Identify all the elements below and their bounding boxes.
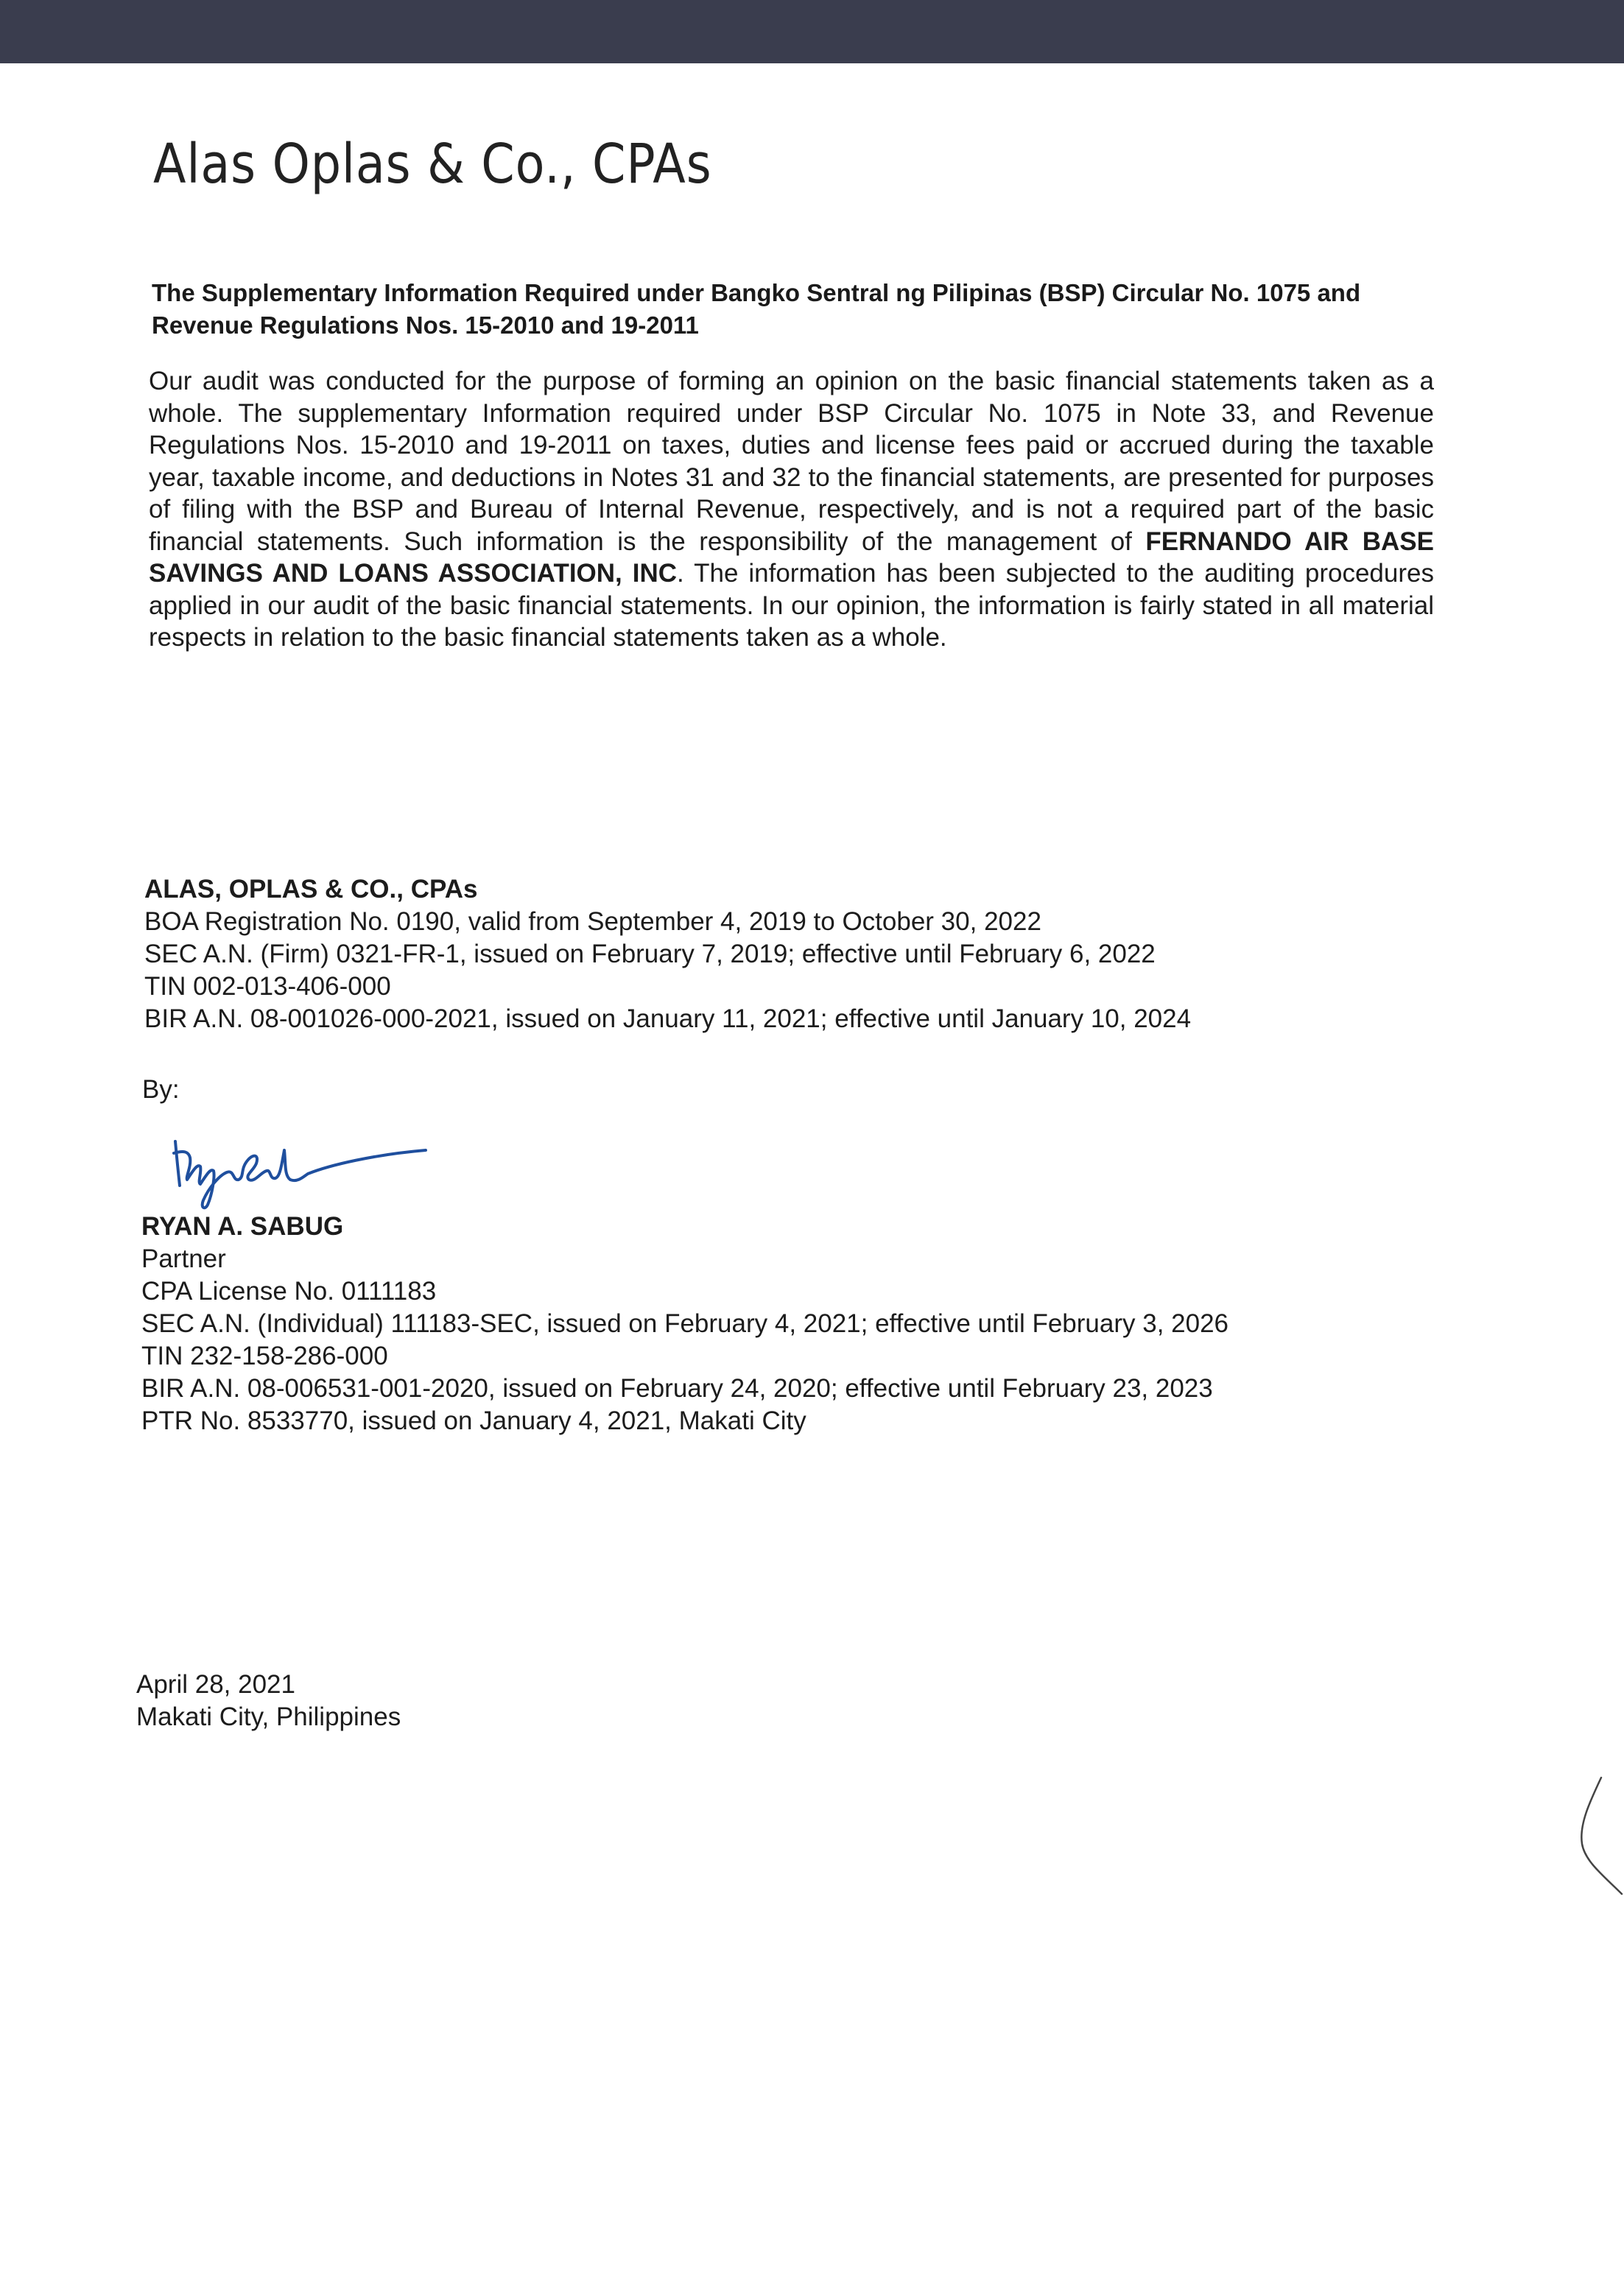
firm-logo: Alas Oplas & Co., CPAs bbox=[153, 133, 712, 196]
page-edge-mark bbox=[1575, 1773, 1624, 1898]
entity-name: FERNANDO AIR BASE SAVINGS AND LOANS ASSOCIATION, INC bbox=[149, 527, 1434, 588]
body-text-part2: . The information has been subjected to the auditing procedures applied in our audit of the basic financial statements. In our opinion, the information is fairly stated in all material respects in relation to the basic financial statements taken as a whole. bbox=[149, 559, 1434, 652]
bir-accreditation-firm: BIR A.N. 08-001026-000-2021, issued on January 11, 2021; effective until January 10, 2024 bbox=[144, 1004, 1192, 1033]
sec-accreditation-individual: SEC A.N. (Individual) 111183-SEC, issued on February 4, 2021; effective until February 3, 2026 bbox=[141, 1309, 1228, 1338]
document-heading: The Supplementary Information Required under Bangko Sentral ng Pilipinas (BSP) Circular No. 1075 and Revenue Regulations Nos. 15-2010 and 19-2011 bbox=[152, 279, 1361, 339]
scan-top-band bbox=[0, 0, 1624, 63]
report-date: April 28, 2021 bbox=[136, 1670, 295, 1699]
date-place bbox=[136, 1669, 401, 1733]
signature bbox=[168, 1128, 433, 1224]
signatory-title: Partner bbox=[141, 1244, 226, 1273]
boa-registration: BOA Registration No. 0190, valid from September 4, 2019 to October 30, 2022 bbox=[144, 907, 1041, 936]
signatory-name: RYAN A. SABUG bbox=[141, 1212, 344, 1241]
firm-tin: TIN 002-013-406-000 bbox=[144, 972, 391, 1001]
sec-accreditation-firm: SEC A.N. (Firm) 0321-FR-1, issued on February 7, 2019; effective until February 6, 2022 bbox=[144, 940, 1156, 968]
firm-details bbox=[144, 873, 1191, 1035]
ptr-number: PTR No. 8533770, issued on January 4, 2021, Makati City bbox=[141, 1406, 806, 1435]
firm-name: ALAS, OPLAS & CO., CPAs bbox=[144, 875, 478, 904]
bir-accreditation-individual: BIR A.N. 08-006531-001-2020, issued on February 24, 2020; effective until February 23, 2023 bbox=[141, 1374, 1213, 1403]
body-paragraph bbox=[149, 365, 1434, 654]
cpa-license: CPA License No. 0111183 bbox=[141, 1277, 437, 1306]
report-place: Makati City, Philippines bbox=[136, 1702, 401, 1731]
by-label: By: bbox=[142, 1075, 180, 1104]
signatory-tin: TIN 232-158-286-000 bbox=[141, 1342, 388, 1370]
signatory-details bbox=[141, 1211, 1228, 1437]
body-text-part1: Our audit was conducted for the purpose of forming an opinion on the basic financial statements taken as a whole. The supplementary Information required under BSP Circular No. 1075 in Note 33, and Revenue Regulations Nos. 15-2010 and 19-2011 on taxes, duties and license fees paid or accrued during the taxable year, taxable income, and deductions in Notes 31 and 32 to the financial statements, are presented for purposes of filing with the BSP and Bureau of Internal Revenue, respectively, and is not a required part of the basic financial statements. Such information is the responsibility of the management of bbox=[149, 367, 1434, 556]
